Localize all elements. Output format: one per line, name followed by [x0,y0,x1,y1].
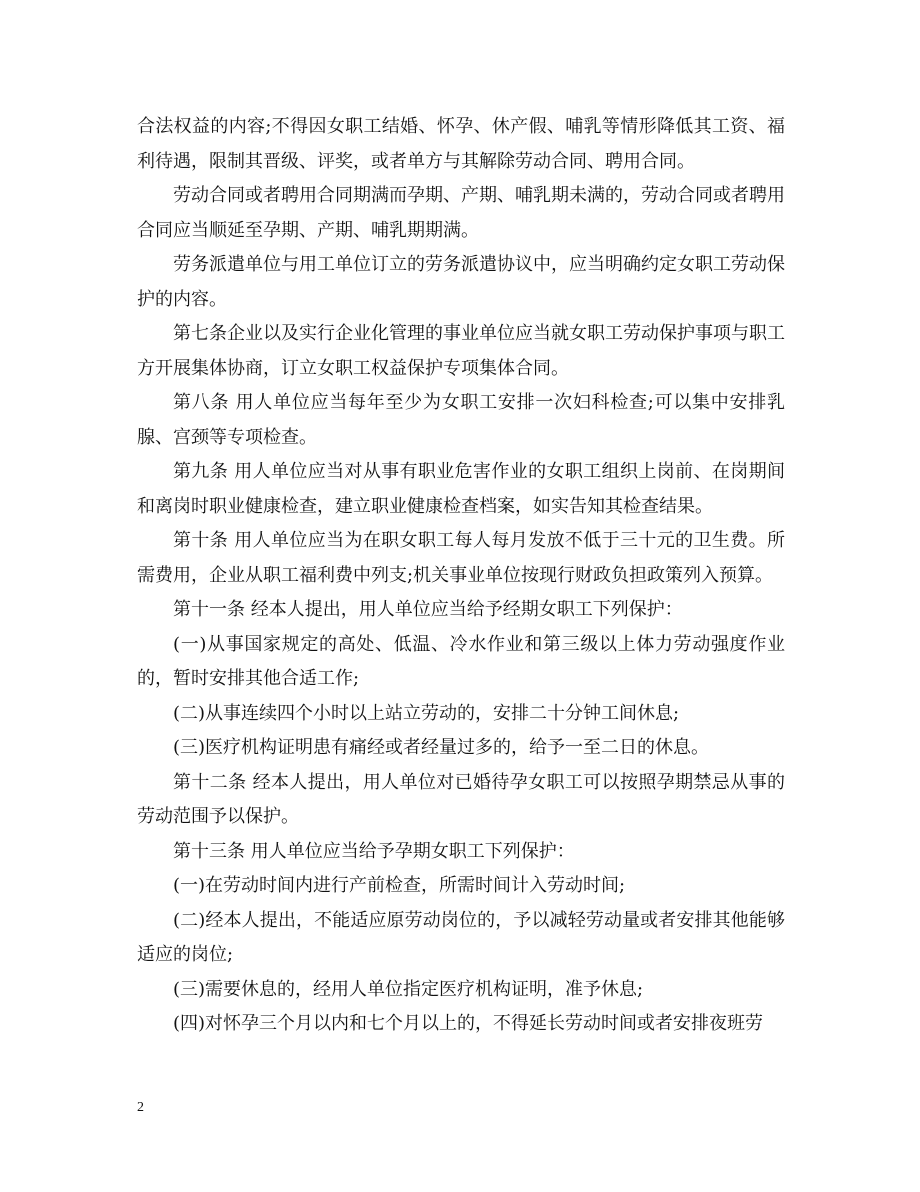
paragraph: 第七条企业以及实行企业化管理的事业单位应当就女职工劳动保护事项与职工方开展集体协商，订立女职工权益保护专项集体合同。 [137,323,785,379]
document-body [137,110,785,1042]
paragraph: (二)经本人提出，不能适应原劳动岗位的，予以减轻劳动量或者安排其他能够适应的岗位; [137,909,785,965]
paragraph: 劳务派遣单位与用工单位订立的劳务派遣协议中，应当明确约定女职工劳动保护的内容。 [137,254,785,310]
paragraph: 第十三条 用人单位应当给予孕期女职工下列保护： [173,840,575,862]
paragraph: (二)从事连续四个小时以上站立劳动的，安排二十分钟工间休息; [173,702,680,724]
paragraph: 第八条 用人单位应当每年至少为女职工安排一次妇科检查;可以集中安排乳腺、宫颈等专项检查。 [137,392,785,448]
paragraph: 第十条 用人单位应当为在职女职工每人每月发放不低于三十元的卫生费。所需费用，企业从职工福利费中列支;机关事业单位按现行财政负担政策列入预算。 [137,530,785,586]
paragraph: (三)医疗机构证明患有痛经或者经量过多的，给予一至二日的休息。 [173,737,710,758]
paragraph: 第九条 用人单位应当对从事有职业危害作业的女职工组织上岗前、在岗期间和离岗时职业健康检查，建立职业健康检查档案，如实告知其检查结果。 [137,461,785,517]
paragraph: 第十一条 经本人提出，用人单位应当给予经期女职工下列保护： [173,599,683,620]
paragraph: 合法权益的内容;不得因女职工结婚、怀孕、休产假、哺乳等情形降低其工资、福利待遇，限制其晋级、评奖，或者单方与其解除劳动合同、聘用合同。 [137,116,785,172]
paragraph: 第十二条 经本人提出，用人单位对已婚待孕女职工可以按照孕期禁忌从事的劳动范围予以保护。 [137,771,785,827]
page-number: 2 [137,1100,144,1115]
paragraph: (一)在劳动时间内进行产前检查，所需时间计入劳动时间; [173,875,626,896]
paragraph: (一)从事国家规定的高处、低温、冷水作业和第三级以上体力劳动强度作业的，暂时安排其他合适工作; [137,633,785,689]
paragraph: 劳动合同或者聘用合同期满而孕期、产期、哺乳期未满的，劳动合同或者聘用合同应当顺延至孕期、产期、哺乳期期满。 [137,185,785,241]
paragraph: (三)需要休息的，经用人单位指定医疗机构证明，准予休息; [173,978,644,1000]
paragraph: (四)对怀孕三个月以内和七个月以上的，不得延长劳动时间或者安排夜班劳 [173,1013,764,1034]
